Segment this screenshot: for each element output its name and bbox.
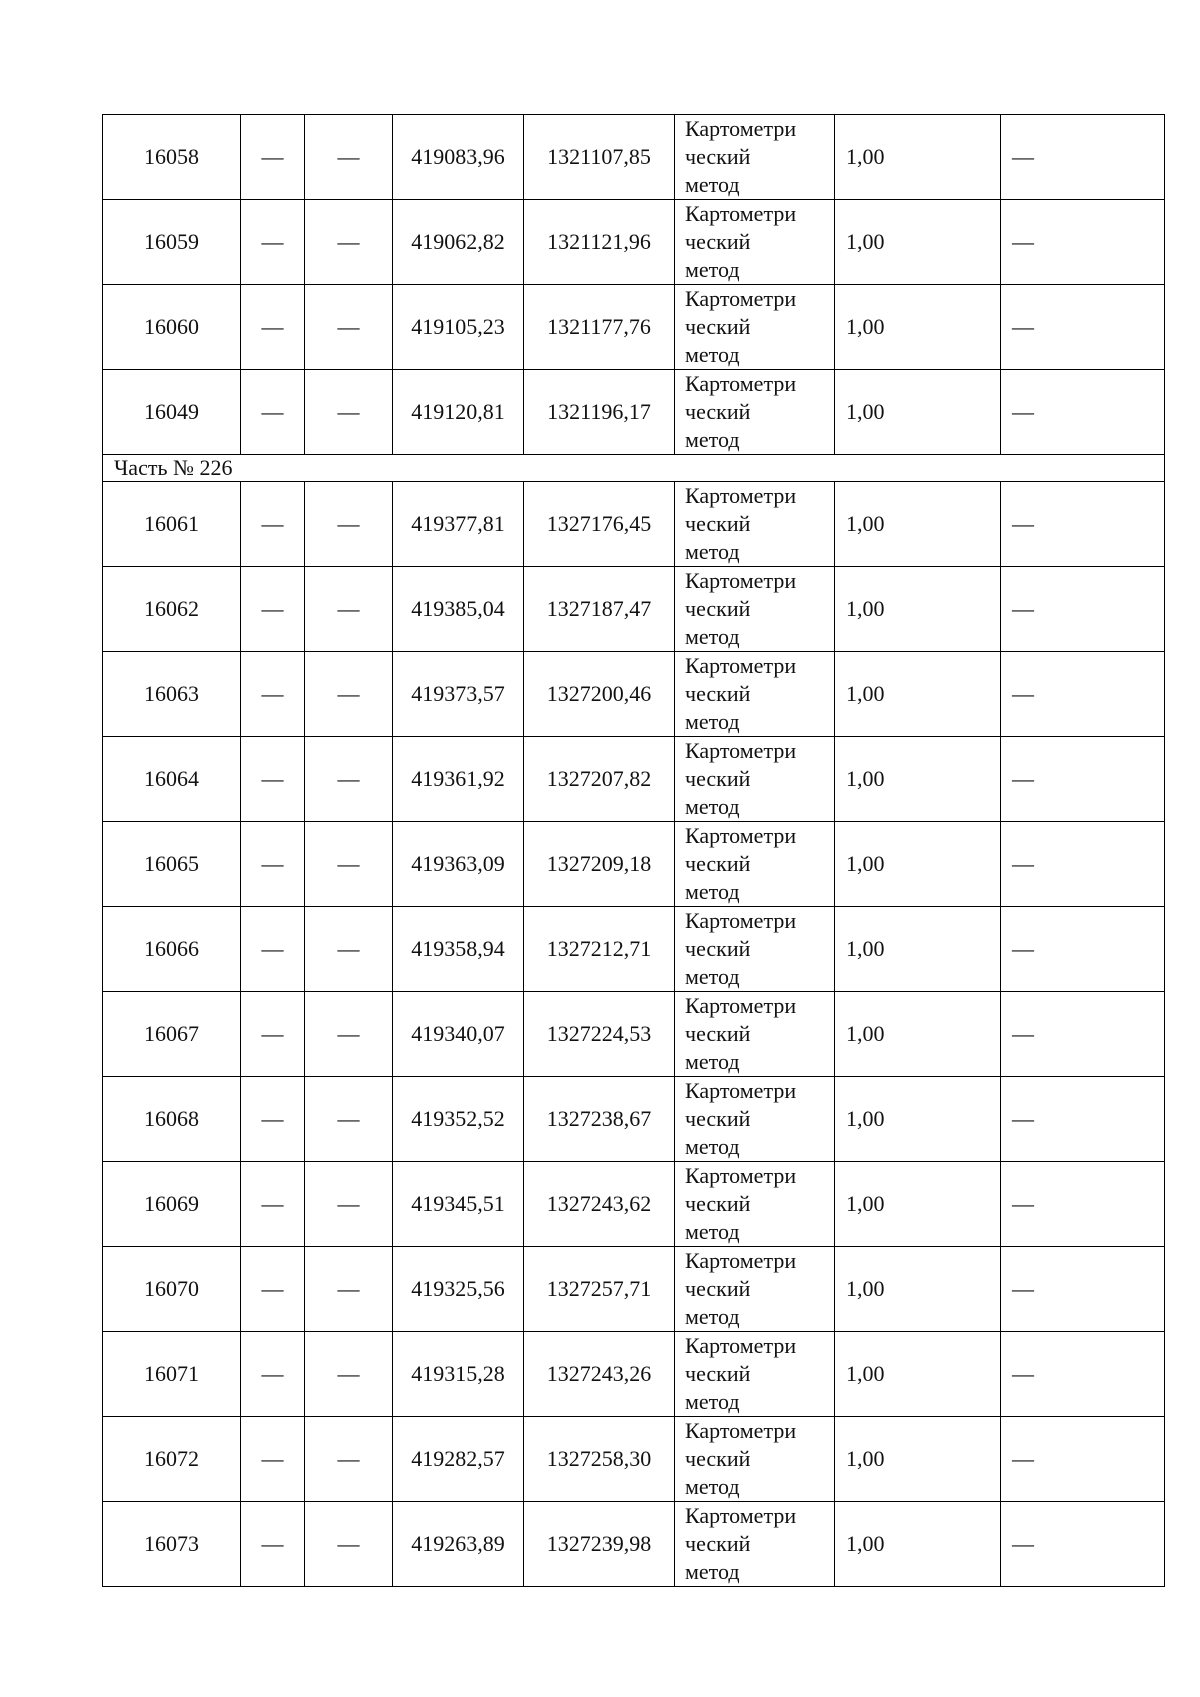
dash-cell: —	[1001, 285, 1165, 370]
dash-cell: —	[1001, 737, 1165, 822]
x-coordinate-cell: 419282,57	[393, 1417, 524, 1502]
method-line: ческий	[685, 1276, 751, 1301]
dash-cell: —	[241, 200, 305, 285]
method-line: Картометри	[685, 201, 797, 226]
accuracy-cell: 1,00	[835, 370, 1001, 455]
point-id-cell: 16066	[103, 907, 241, 992]
accuracy-cell: 1,00	[835, 907, 1001, 992]
table-row	[103, 907, 1165, 992]
point-id-cell: 16067	[103, 992, 241, 1077]
table-row	[103, 992, 1165, 1077]
dash-cell: —	[1001, 115, 1165, 200]
accuracy-cell: 1,00	[835, 737, 1001, 822]
table-body	[103, 115, 1165, 1587]
method-line: ческий	[685, 314, 751, 339]
table-row	[103, 567, 1165, 652]
method-line: метод	[685, 879, 740, 904]
accuracy-cell: 1,00	[835, 652, 1001, 737]
point-id-cell: 16068	[103, 1077, 241, 1162]
method-line: ческий	[685, 1531, 751, 1556]
method-line: метод	[685, 539, 740, 564]
document-page	[102, 114, 1164, 1587]
x-coordinate-cell: 419361,92	[393, 737, 524, 822]
dash-cell: —	[241, 482, 305, 567]
dash-cell: —	[1001, 1077, 1165, 1162]
accuracy-cell: 1,00	[835, 1162, 1001, 1247]
dash-cell: —	[305, 907, 393, 992]
accuracy-cell: 1,00	[835, 992, 1001, 1077]
method-cell	[675, 1332, 835, 1417]
method-line: ческий	[685, 681, 751, 706]
method-line: метод	[685, 1559, 740, 1584]
dash-cell: —	[305, 992, 393, 1077]
point-id-cell: 16064	[103, 737, 241, 822]
dash-cell: —	[241, 907, 305, 992]
accuracy-cell: 1,00	[835, 567, 1001, 652]
table-row	[103, 737, 1165, 822]
table-row	[103, 1247, 1165, 1332]
method-line: Картометри	[685, 1078, 797, 1103]
method-cell	[675, 992, 835, 1077]
point-id-cell: 16059	[103, 200, 241, 285]
dash-cell: —	[1001, 482, 1165, 567]
dash-cell: —	[241, 992, 305, 1077]
x-coordinate-cell: 419062,82	[393, 200, 524, 285]
accuracy-cell: 1,00	[835, 1077, 1001, 1162]
table-row	[103, 1332, 1165, 1417]
accuracy-cell: 1,00	[835, 200, 1001, 285]
y-coordinate-cell: 1327187,47	[524, 567, 675, 652]
y-coordinate-cell: 1327224,53	[524, 992, 675, 1077]
method-line: Картометри	[685, 653, 797, 678]
accuracy-cell: 1,00	[835, 1502, 1001, 1587]
dash-cell: —	[305, 1247, 393, 1332]
table-row	[103, 370, 1165, 455]
accuracy-cell: 1,00	[835, 822, 1001, 907]
method-cell	[675, 200, 835, 285]
dash-cell: —	[241, 1502, 305, 1587]
method-cell	[675, 1162, 835, 1247]
method-line: Картометри	[685, 1163, 797, 1188]
dash-cell: —	[305, 567, 393, 652]
x-coordinate-cell: 419263,89	[393, 1502, 524, 1587]
method-line: ческий	[685, 1106, 751, 1131]
x-coordinate-cell: 419105,23	[393, 285, 524, 370]
dash-cell: —	[1001, 822, 1165, 907]
table-row	[103, 482, 1165, 567]
table-row	[103, 200, 1165, 285]
y-coordinate-cell: 1327257,71	[524, 1247, 675, 1332]
dash-cell: —	[1001, 1162, 1165, 1247]
x-coordinate-cell: 419345,51	[393, 1162, 524, 1247]
method-line: Картометри	[685, 738, 797, 763]
table-row	[103, 1417, 1165, 1502]
part-label: Часть № 226	[103, 455, 1165, 482]
point-id-cell: 16070	[103, 1247, 241, 1332]
method-line: ческий	[685, 766, 751, 791]
dash-cell: —	[305, 652, 393, 737]
accuracy-cell: 1,00	[835, 1247, 1001, 1332]
table-row	[103, 1162, 1165, 1247]
dash-cell: —	[241, 1417, 305, 1502]
method-cell	[675, 652, 835, 737]
method-line: метод	[685, 1049, 740, 1074]
dash-cell: —	[1001, 652, 1165, 737]
point-id-cell: 16073	[103, 1502, 241, 1587]
method-line: ческий	[685, 936, 751, 961]
dash-cell: —	[305, 1332, 393, 1417]
dash-cell: —	[305, 1502, 393, 1587]
y-coordinate-cell: 1327209,18	[524, 822, 675, 907]
dash-cell: —	[241, 652, 305, 737]
method-line: Картометри	[685, 1418, 797, 1443]
x-coordinate-cell: 419315,28	[393, 1332, 524, 1417]
point-id-cell: 16049	[103, 370, 241, 455]
method-cell	[675, 737, 835, 822]
method-line: ческий	[685, 511, 751, 536]
method-line: метод	[685, 964, 740, 989]
accuracy-cell: 1,00	[835, 285, 1001, 370]
x-coordinate-cell: 419083,96	[393, 115, 524, 200]
dash-cell: —	[241, 737, 305, 822]
dash-cell: —	[1001, 907, 1165, 992]
accuracy-cell: 1,00	[835, 1417, 1001, 1502]
table-row	[103, 822, 1165, 907]
dash-cell: —	[305, 822, 393, 907]
y-coordinate-cell: 1327258,30	[524, 1417, 675, 1502]
method-line: Картометри	[685, 823, 797, 848]
table-row	[103, 652, 1165, 737]
dash-cell: —	[305, 115, 393, 200]
method-cell	[675, 115, 835, 200]
dash-cell: —	[305, 285, 393, 370]
dash-cell: —	[241, 567, 305, 652]
method-line: Картометри	[685, 1248, 797, 1273]
table-row	[103, 1502, 1165, 1587]
dash-cell: —	[305, 200, 393, 285]
accuracy-cell: 1,00	[835, 115, 1001, 200]
dash-cell: —	[241, 370, 305, 455]
point-id-cell: 16071	[103, 1332, 241, 1417]
method-line: Картометри	[685, 371, 797, 396]
x-coordinate-cell: 419120,81	[393, 370, 524, 455]
y-coordinate-cell: 1327212,71	[524, 907, 675, 992]
accuracy-cell: 1,00	[835, 1332, 1001, 1417]
point-id-cell: 16069	[103, 1162, 241, 1247]
dash-cell: —	[1001, 1502, 1165, 1587]
dash-cell: —	[305, 370, 393, 455]
point-id-cell: 16065	[103, 822, 241, 907]
table-row	[103, 115, 1165, 200]
dash-cell: —	[241, 285, 305, 370]
dash-cell: —	[1001, 1332, 1165, 1417]
method-line: ческий	[685, 1361, 751, 1386]
y-coordinate-cell: 1327200,46	[524, 652, 675, 737]
method-cell	[675, 1502, 835, 1587]
y-coordinate-cell: 1327243,62	[524, 1162, 675, 1247]
method-cell	[675, 1417, 835, 1502]
dash-cell: —	[305, 1077, 393, 1162]
dash-cell: —	[305, 1417, 393, 1502]
method-cell	[675, 482, 835, 567]
method-line: ческий	[685, 399, 751, 424]
dash-cell: —	[305, 482, 393, 567]
x-coordinate-cell: 419358,94	[393, 907, 524, 992]
method-cell	[675, 1077, 835, 1162]
dash-cell: —	[1001, 370, 1165, 455]
method-line: Картометри	[685, 908, 797, 933]
y-coordinate-cell: 1327207,82	[524, 737, 675, 822]
point-id-cell: 16062	[103, 567, 241, 652]
method-line: Картометри	[685, 286, 797, 311]
method-line: метод	[685, 794, 740, 819]
accuracy-cell: 1,00	[835, 482, 1001, 567]
method-line: ческий	[685, 1191, 751, 1216]
method-line: метод	[685, 624, 740, 649]
method-line: Картометри	[685, 568, 797, 593]
point-id-cell: 16072	[103, 1417, 241, 1502]
method-line: метод	[685, 1219, 740, 1244]
dash-cell: —	[1001, 200, 1165, 285]
method-line: метод	[685, 1134, 740, 1159]
method-cell	[675, 822, 835, 907]
part-header-row	[103, 455, 1165, 482]
dash-cell: —	[241, 1077, 305, 1162]
dash-cell: —	[1001, 992, 1165, 1077]
method-line: метод	[685, 1474, 740, 1499]
dash-cell: —	[305, 737, 393, 822]
method-line: Картометри	[685, 483, 797, 508]
method-line: ческий	[685, 229, 751, 254]
method-line: ческий	[685, 851, 751, 876]
method-cell	[675, 567, 835, 652]
y-coordinate-cell: 1321196,17	[524, 370, 675, 455]
method-cell	[675, 370, 835, 455]
method-line: метод	[685, 1304, 740, 1329]
method-line: Картометри	[685, 116, 797, 141]
y-coordinate-cell: 1321121,96	[524, 200, 675, 285]
y-coordinate-cell: 1321107,85	[524, 115, 675, 200]
point-id-cell: 16058	[103, 115, 241, 200]
method-line: Картометри	[685, 1333, 797, 1358]
y-coordinate-cell: 1327243,26	[524, 1332, 675, 1417]
method-line: метод	[685, 257, 740, 282]
method-line: метод	[685, 709, 740, 734]
method-cell	[675, 907, 835, 992]
method-line: ческий	[685, 1446, 751, 1471]
dash-cell: —	[241, 1162, 305, 1247]
method-line: ческий	[685, 596, 751, 621]
coordinates-table	[102, 114, 1165, 1587]
method-line: метод	[685, 342, 740, 367]
y-coordinate-cell: 1327238,67	[524, 1077, 675, 1162]
dash-cell: —	[1001, 1247, 1165, 1332]
point-id-cell: 16063	[103, 652, 241, 737]
dash-cell: —	[1001, 1417, 1165, 1502]
dash-cell: —	[305, 1162, 393, 1247]
x-coordinate-cell: 419340,07	[393, 992, 524, 1077]
dash-cell: —	[241, 822, 305, 907]
x-coordinate-cell: 419373,57	[393, 652, 524, 737]
method-line: метод	[685, 1389, 740, 1414]
method-line: метод	[685, 172, 740, 197]
dash-cell: —	[241, 1247, 305, 1332]
y-coordinate-cell: 1327239,98	[524, 1502, 675, 1587]
point-id-cell: 16061	[103, 482, 241, 567]
method-line: ческий	[685, 144, 751, 169]
x-coordinate-cell: 419352,52	[393, 1077, 524, 1162]
dash-cell: —	[241, 1332, 305, 1417]
method-cell	[675, 1247, 835, 1332]
method-line: Картометри	[685, 1503, 797, 1528]
dash-cell: —	[241, 115, 305, 200]
y-coordinate-cell: 1327176,45	[524, 482, 675, 567]
dash-cell: —	[1001, 567, 1165, 652]
method-line: ческий	[685, 1021, 751, 1046]
x-coordinate-cell: 419325,56	[393, 1247, 524, 1332]
x-coordinate-cell: 419363,09	[393, 822, 524, 907]
x-coordinate-cell: 419385,04	[393, 567, 524, 652]
method-line: метод	[685, 427, 740, 452]
method-cell	[675, 285, 835, 370]
x-coordinate-cell: 419377,81	[393, 482, 524, 567]
method-line: Картометри	[685, 993, 797, 1018]
table-row	[103, 285, 1165, 370]
y-coordinate-cell: 1321177,76	[524, 285, 675, 370]
table-row	[103, 1077, 1165, 1162]
point-id-cell: 16060	[103, 285, 241, 370]
